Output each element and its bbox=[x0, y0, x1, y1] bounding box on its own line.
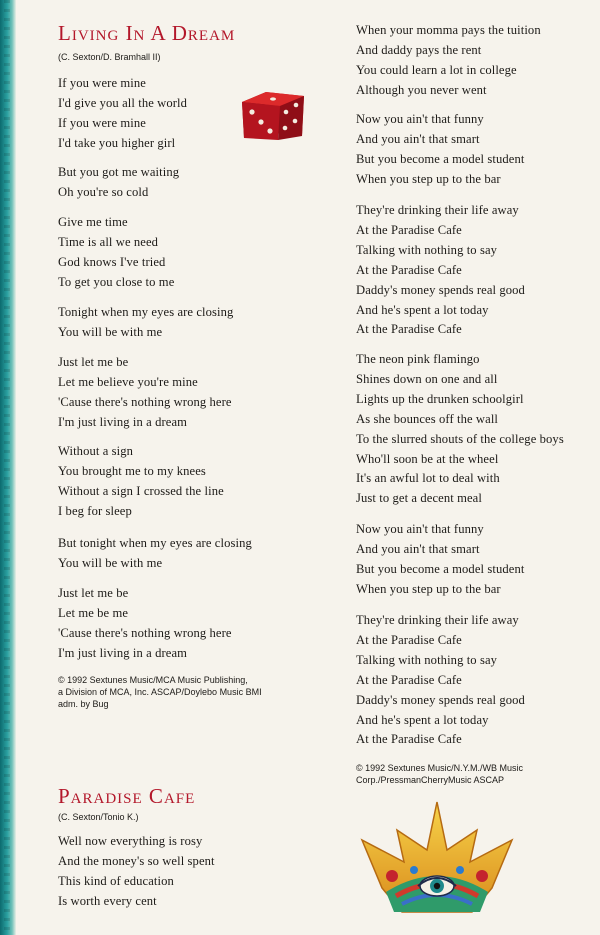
lyric-line: Let me be me bbox=[58, 605, 129, 620]
verse bbox=[58, 213, 174, 293]
song-title-paradise-cafe: Paradise Cafe bbox=[58, 784, 196, 808]
lyric-line: Just let me be bbox=[58, 355, 129, 369]
lyric-line: Without a sign bbox=[58, 444, 134, 458]
lyric-line: When you step up to the bar bbox=[356, 171, 501, 186]
jeweled-crown-eye-icon bbox=[352, 800, 522, 920]
lyric-line: And you ain't that smart bbox=[356, 541, 480, 556]
songwriter-credit: (C. Sexton/D. Bramhall II) bbox=[58, 52, 161, 62]
lyric-line: Talking with nothing to say bbox=[356, 652, 498, 667]
lyric-line: At the Paradise Cafe bbox=[356, 222, 462, 237]
verse bbox=[58, 74, 187, 154]
copyright-line: Corp./PressmanCherryMusic ASCAP bbox=[356, 775, 505, 785]
lyric-line: Daddy's money spends real good bbox=[356, 692, 525, 707]
lyric-line: To get you close to me bbox=[58, 274, 175, 289]
lyric-line: When you step up to the bar bbox=[356, 581, 501, 596]
lyric-line: But you become a model student bbox=[356, 151, 525, 166]
lyric-line: I'm just living in a dream bbox=[58, 645, 188, 660]
lyric-line: Just let me be bbox=[58, 586, 129, 600]
lyric-line: I'd take you higher girl bbox=[58, 135, 176, 150]
lyric-line: If you were mine bbox=[58, 115, 146, 130]
lyric-line: Well now everything is rosy bbox=[58, 834, 203, 848]
verse bbox=[58, 353, 232, 433]
copyright-line: adm. by Bug bbox=[58, 699, 109, 709]
lyric-line: Who'll soon be at the wheel bbox=[356, 451, 499, 466]
lyric-line: And he's spent a lot today bbox=[356, 302, 489, 317]
copyright-song2 bbox=[356, 762, 523, 786]
verse bbox=[58, 832, 215, 912]
copyright-song1 bbox=[58, 674, 262, 710]
lyric-line: Now you ain't that funny bbox=[356, 112, 484, 126]
copyright-line: © 1992 Sextunes Music/MCA Music Publishing, bbox=[58, 675, 248, 685]
lyric-line: Shines down on one and all bbox=[356, 371, 498, 386]
lyric-line: When your momma pays the tuition bbox=[356, 23, 541, 37]
lyric-line: Lights up the drunken schoolgirl bbox=[356, 391, 524, 406]
lyric-line: I'm just living in a dream bbox=[58, 414, 188, 429]
lyric-line: But tonight when my eyes are closing bbox=[58, 536, 252, 550]
lyric-line: 'Cause there's nothing wrong here bbox=[58, 625, 232, 640]
lyric-line: Time is all we need bbox=[58, 234, 159, 249]
lyric-line: They're drinking their life away bbox=[356, 613, 519, 627]
lyric-line: To the slurred shouts of the college boys bbox=[356, 431, 564, 446]
lyric-line: I beg for sleep bbox=[58, 503, 132, 518]
lyric-line: If you were mine bbox=[58, 76, 146, 90]
songwriter-credit: (C. Sexton/Tonio K.) bbox=[58, 812, 139, 822]
lyric-line: And daddy pays the rent bbox=[356, 42, 482, 57]
lyric-line: 'Cause there's nothing wrong here bbox=[58, 394, 232, 409]
lyric-line: You could learn a lot in college bbox=[356, 62, 517, 77]
verse bbox=[58, 584, 232, 664]
verse bbox=[356, 110, 524, 190]
lyric-line: And he's spent a lot today bbox=[356, 712, 489, 727]
lyric-line: Let me believe you're mine bbox=[58, 374, 198, 389]
lyric-line: You will be with me bbox=[58, 555, 163, 570]
lyric-line: God knows I've tried bbox=[58, 254, 166, 269]
lyric-line: At the Paradise Cafe bbox=[356, 672, 462, 687]
lyric-line: Talking with nothing to say bbox=[356, 242, 498, 257]
lyric-line: Give me time bbox=[58, 215, 128, 229]
verse bbox=[356, 520, 524, 600]
lyric-line: Although you never went bbox=[356, 82, 487, 97]
verse bbox=[356, 350, 564, 509]
lyric-line: You will be with me bbox=[58, 324, 163, 339]
verse bbox=[58, 442, 224, 522]
lyric-line: This kind of education bbox=[58, 873, 174, 888]
verse bbox=[356, 611, 525, 750]
lyric-line: The neon pink flamingo bbox=[356, 352, 480, 366]
lyric-line: Is worth every cent bbox=[58, 893, 157, 908]
verse bbox=[58, 163, 179, 203]
verse bbox=[356, 201, 525, 340]
copyright-line: © 1992 Sextunes Music/N.Y.M./WB Music bbox=[356, 763, 524, 773]
lyric-line: Without a sign I crossed the line bbox=[58, 483, 224, 498]
lyric-line: Daddy's money spends real good bbox=[356, 282, 525, 297]
page-edge-strip bbox=[0, 0, 16, 935]
verse bbox=[356, 21, 541, 101]
lyric-line: At the Paradise Cafe bbox=[356, 632, 462, 647]
lyric-line: Now you ain't that funny bbox=[356, 522, 484, 536]
lyric-line: But you got me waiting bbox=[58, 165, 180, 179]
lyric-line: At the Paradise Cafe bbox=[356, 262, 462, 277]
lyric-line: And you ain't that smart bbox=[356, 131, 480, 146]
lyric-line: I'd give you all the world bbox=[58, 95, 188, 110]
verse bbox=[58, 534, 252, 574]
verse bbox=[58, 303, 233, 343]
lyric-line: At the Paradise Cafe bbox=[356, 322, 462, 337]
lyric-line: And the money's so well spent bbox=[58, 853, 215, 868]
lyric-line: Oh you're so cold bbox=[58, 184, 149, 199]
lyric-line: They're drinking their life away bbox=[356, 203, 519, 217]
lyric-line: But you become a model student bbox=[356, 561, 525, 576]
song-title-living-in-a-dream: Living In A Dream bbox=[58, 21, 236, 45]
lyric-line: At the Paradise Cafe bbox=[356, 732, 462, 747]
lyric-line: As she bounces off the wall bbox=[356, 411, 499, 426]
red-die-icon bbox=[236, 82, 310, 142]
lyric-line: Just to get a decent meal bbox=[356, 491, 482, 506]
copyright-line: a Division of MCA, Inc. ASCAP/Doylebo Music BMI bbox=[58, 687, 262, 697]
lyric-line: You brought me to my knees bbox=[58, 463, 206, 478]
lyric-line: Tonight when my eyes are closing bbox=[58, 305, 234, 319]
lyric-line: It's an awful lot to deal with bbox=[356, 471, 500, 486]
